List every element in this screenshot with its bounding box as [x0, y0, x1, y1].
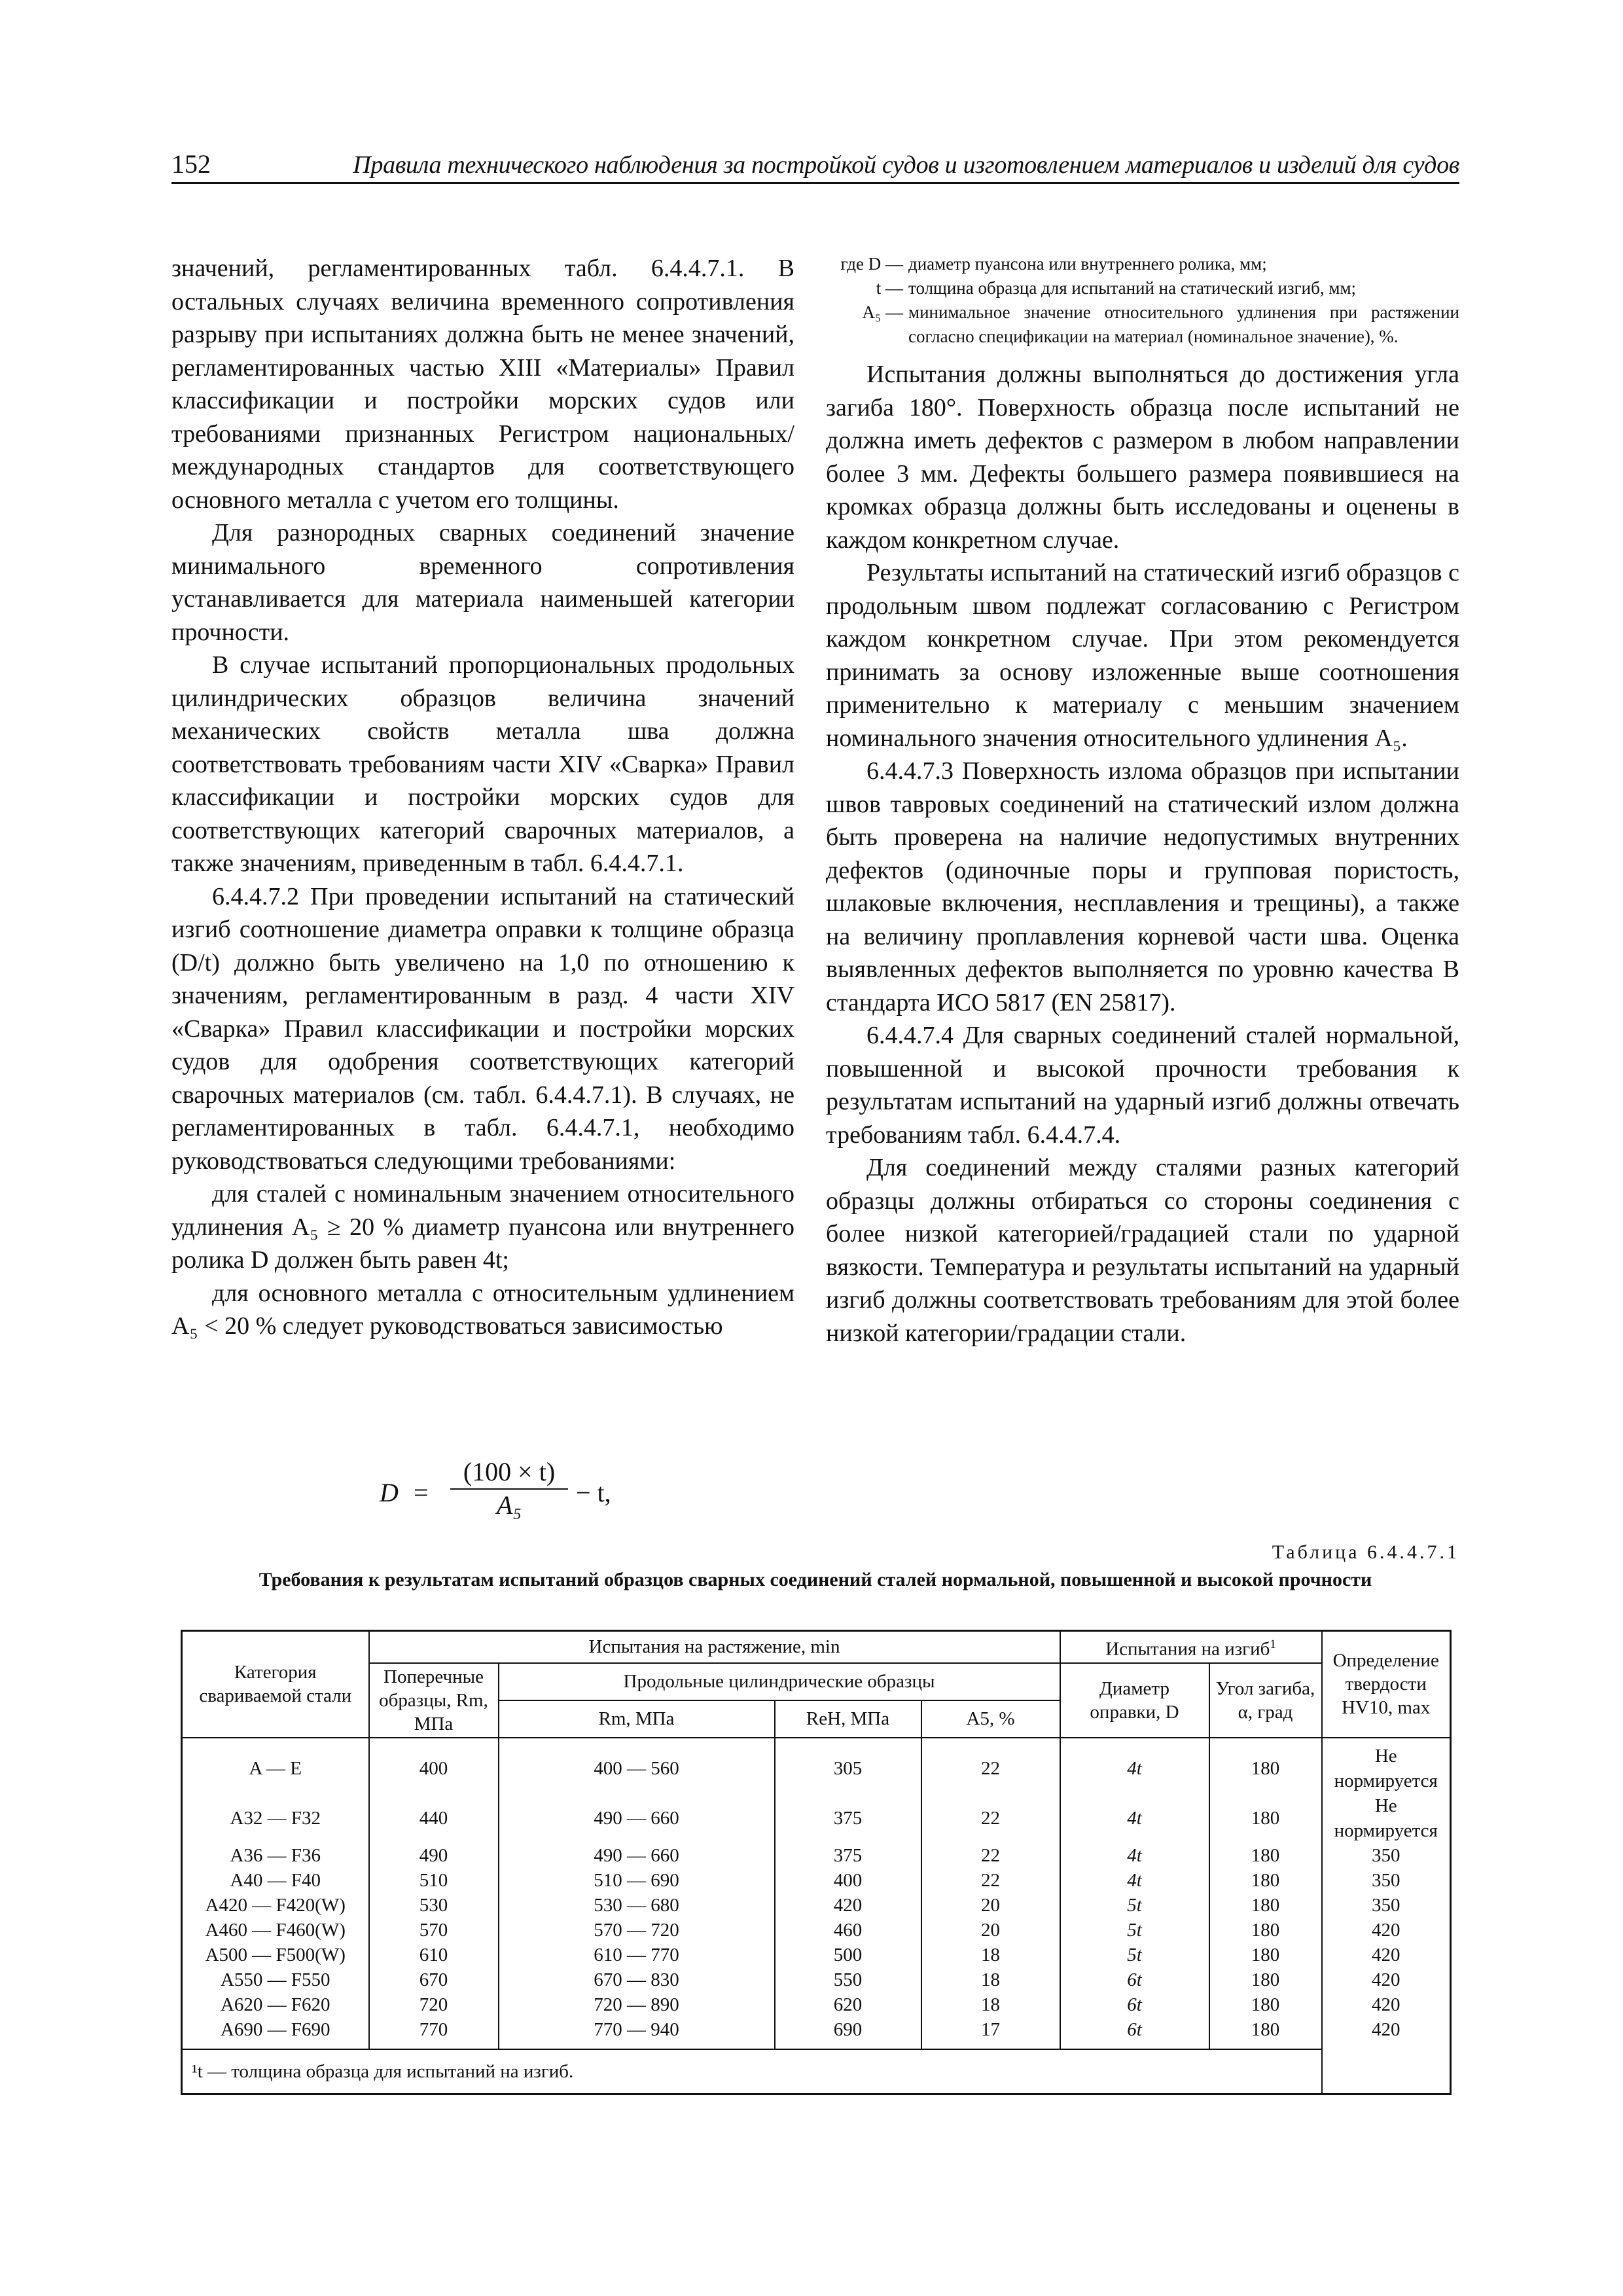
right-paragraph-3: 6.4.4.7.3 Поверхность излома образцов при испытании швов тавровых соединений на статический излом должна быть проверена на наличие недопустимых внутренних дефектов (одиночные поры и групповая пористость, шлаковые включения, несплавления и трещины), а также на величину проплавления корневой части шва. Оценка выявленных дефектов выполняется по уровню качества B стандарта ИСО 5817 (EN 25817).: [826, 757, 1459, 1016]
table-cell: 460: [775, 1918, 921, 1943]
table-cell: A620 — F620: [182, 1992, 369, 2017]
table-cell: 670: [369, 1967, 499, 1992]
table-cell: 6t: [1060, 2017, 1209, 2049]
header-a5: A5, %: [921, 1700, 1060, 1738]
legend-row: [826, 252, 1459, 276]
left-paragraph-3: В случае испытаний пропорциональных продольных цилиндрических образцов величина значений механических свойств металла шва должна соответствовать требованиям части XIV «Сварка» Правил классификации и постройки морских судов для соответствующих категорий сварочных материалов, а также значениям, приведенным в табл. 6.4.4.7.1.: [171, 651, 794, 877]
table-cell: 18: [921, 1992, 1060, 2017]
requirements-table: [181, 1630, 1452, 2095]
table-cell: 4t: [1060, 1793, 1209, 1843]
left-paragraph-1: значений, регламентированных табл. 6.4.4.7.1. В остальных случаях величина временного сопротивления разрыву при испытаниях должна быть не менее значений, регламентированных частью XIII «Материалы» Правил классификации и постройки морских судов или требованиями признанных Регистром национальных/международных стандартов для соответствующего основного металла с учетом его толщины.: [171, 255, 794, 514]
table-cell: 400: [775, 1868, 921, 1893]
left-paragraph-5: для сталей с номинальным значением относительного удлинения A₅ ≥ 20 % диаметр пуансона или внутреннего ролика D должен быть равен 4t;: [171, 1180, 794, 1274]
table-row: [182, 1918, 1451, 1943]
table-cell: 530: [369, 1893, 499, 1918]
table-cell: Не нормируется: [1322, 1738, 1451, 1793]
legend-text: диаметр пуансона или внутреннего ролика, мм;: [908, 254, 1267, 274]
left-paragraph-6: для основного металла с относительным удлинением A₅ < 20 % следует руководствоваться зависимостью: [171, 1279, 794, 1340]
table-cell: 490 — 660: [499, 1793, 775, 1843]
left-column: [171, 252, 794, 1343]
table-cell: A420 — F420(W): [182, 1893, 369, 1918]
table-cell: 400: [369, 1738, 499, 1793]
table-cell: 4t: [1060, 1738, 1209, 1793]
formula-equals: =: [414, 1478, 429, 1507]
table-cell: 420: [1322, 2017, 1451, 2049]
table-cell: 570 — 720: [499, 1918, 775, 1943]
header-tension: Испытания на растяжение, min: [369, 1631, 1060, 1663]
table-caption: Требования к результатам испытаний образцов сварных соединений сталей нормальной, повышенной и высокой прочности: [259, 1569, 1372, 1590]
table-cell: A460 — F460(W): [182, 1918, 369, 1943]
table-cell: 375: [775, 1793, 921, 1843]
table-cell: 5t: [1060, 1943, 1209, 1967]
bend-formula: [380, 1456, 641, 1528]
table-cell: 18: [921, 1943, 1060, 1967]
page-number: 152: [171, 149, 211, 179]
table-cell: 400 — 560: [499, 1738, 775, 1793]
header-hardness: Определение твердости HV10, max: [1322, 1631, 1451, 1738]
right-paragraph-2: Результаты испытаний на статический изгиб образцов с продольным швом подлежат согласованию с Регистром каждом конкретном случае. При этом рекомендуется принимать за основу изложенные выше соотношения применительно к материалу с меньшим значением номинального значения относительного удлинения A₅.: [826, 559, 1459, 752]
table-cell: 180: [1209, 1843, 1322, 1868]
legend-row: [826, 276, 1459, 300]
table-cell: 6t: [1060, 1992, 1209, 2017]
table-cell: A32 — F32: [182, 1793, 369, 1843]
table-cell: 690: [775, 2017, 921, 2049]
legend-row: [826, 300, 1459, 349]
formula-lhs: D: [380, 1478, 399, 1507]
table-cell: 420: [1322, 1918, 1451, 1943]
table-cell: 180: [1209, 1918, 1322, 1943]
table-cell: 4t: [1060, 1868, 1209, 1893]
table-cell: 22: [921, 1738, 1060, 1793]
table-cell: 180: [1209, 1793, 1322, 1843]
table-cell: 770 — 940: [499, 2017, 775, 2049]
table-row: [182, 1843, 1451, 1868]
legend-text: толщина образца для испытаний на статический изгиб, мм;: [908, 278, 1357, 298]
right-paragraph-4: 6.4.4.7.4 Для сварных соединений сталей нормальной, повышенной и высокой прочности требования к результатам испытаний на ударный изгиб должны отвечать требованиям табл. 6.4.4.7.4.: [826, 1022, 1459, 1149]
table-cell: 770: [369, 2017, 499, 2049]
left-paragraph-4: 6.4.4.7.2 При проведении испытаний на статический изгиб соотношение диаметра оправки к толщине образца (D/t) должно быть увеличено на 1,0 по отношению к значениям, регламентированным в разд. 4 части XIV «Сварка» Правил классификации и постройки морских судов для одобрения соответствующих категорий сварочных материалов (см. табл. 6.4.4.7.1). В случаях, не регламентированных в табл. 6.4.4.7.1, необходимо руководствоваться следующими требованиями:: [171, 882, 794, 1175]
table-cell: 510 — 690: [499, 1868, 775, 1893]
table-row: [182, 2017, 1451, 2049]
table-cell: 420: [1322, 1943, 1451, 1967]
table-cell: 570: [369, 1918, 499, 1943]
table-cell: 610: [369, 1943, 499, 1967]
table-cell: 180: [1209, 1943, 1322, 1967]
formula-numerator: (100 × t): [450, 1456, 568, 1490]
formula-denominator: A₅: [496, 1490, 522, 1520]
table-cell: 720: [369, 1992, 499, 2017]
legend-key: A₅ —: [862, 302, 903, 322]
legend-text: минимальное значение относительного удлинения при растяжении согласно спецификации на материал (номинальное значение), %.: [908, 302, 1459, 346]
table-cell: A40 — F40: [182, 1868, 369, 1893]
formula-fraction: [450, 1456, 568, 1520]
table-cell: 22: [921, 1868, 1060, 1893]
table-cell: 5t: [1060, 1893, 1209, 1918]
table-cell: 350: [1322, 1893, 1451, 1918]
table-cell: 180: [1209, 1992, 1322, 2017]
formula-legend: [826, 252, 1459, 349]
header-mandrel: Диаметр оправки, D: [1060, 1663, 1209, 1738]
table-row: [182, 1967, 1451, 1992]
table-cell: 720 — 890: [499, 1992, 775, 2017]
legend-key: t —: [876, 278, 903, 298]
running-title: Правила технического наблюдения за постройкой судов и изготовлением материалов и изделий для судов: [353, 151, 1459, 179]
table-cell: 620: [775, 1992, 921, 2017]
table-cell: 22: [921, 1793, 1060, 1843]
table-cell: 350: [1322, 1843, 1451, 1868]
table-cell: 375: [775, 1843, 921, 1868]
formula-rhs: − t,: [576, 1478, 611, 1507]
header-category: Категория свариваемой стали: [182, 1631, 369, 1738]
table-cell: A — E: [182, 1738, 369, 1793]
right-paragraph-1: Испытания должны выполняться до достижения угла загиба 180°. Поверхность образца после испытаний не должна иметь дефектов с размером в любом направлении более 3 мм. Дефекты большего размера появившиеся на кромках образца должны быть исследованы и оценены в каждом конкретном случае.: [826, 361, 1459, 554]
table-cell: 530 — 680: [499, 1893, 775, 1918]
table-row: [182, 1793, 1451, 1843]
table-cell: 550: [775, 1967, 921, 1992]
header-bend-footnote-mark: 1: [1270, 1638, 1276, 1651]
table-cell: 670 — 830: [499, 1967, 775, 1992]
table-row: [182, 1992, 1451, 2017]
table-cell: 305: [775, 1738, 921, 1793]
table-cell: A500 — F500(W): [182, 1943, 369, 1967]
table-cell: 18: [921, 1967, 1060, 1992]
right-paragraph-5: Для соединений между сталями разных категорий образцы должны отбираться со стороны соединения с более низкой категорией/градацией стали по ударной вязкости. Температура и результаты испытаний на ударный изгиб должны соответствовать требованиям для этой более низкой категории/градации стали.: [826, 1154, 1459, 1347]
table-cell: 420: [1322, 1967, 1451, 1992]
left-paragraph-2: Для разнородных сварных соединений значение минимального временного сопротивления устанавливается для материала наименьшей категории прочности.: [171, 519, 794, 646]
table-cell: 510: [369, 1868, 499, 1893]
table-cell: 180: [1209, 1738, 1322, 1793]
table-cell: 17: [921, 2017, 1060, 2049]
table-cell: 6t: [1060, 1967, 1209, 1992]
table-row: [182, 1893, 1451, 1918]
table-cell: 180: [1209, 1893, 1322, 1918]
table-cell: 500: [775, 1943, 921, 1967]
table-cell: 610 — 770: [499, 1943, 775, 1967]
right-column: [826, 252, 1459, 1350]
table-row: [182, 1738, 1451, 1793]
table-cell: 440: [369, 1793, 499, 1843]
table-cell: 490: [369, 1843, 499, 1868]
header-transverse: Поперечные образцы, Rm, МПа: [369, 1663, 499, 1738]
table-cell: 420: [775, 1893, 921, 1918]
header-reh: ReH, МПа: [775, 1700, 921, 1738]
table-cell: 4t: [1060, 1843, 1209, 1868]
header-bend: [1060, 1631, 1322, 1663]
header-angle: Угол загиба, α, град: [1209, 1663, 1322, 1738]
table-cell: 180: [1209, 1868, 1322, 1893]
table-cell: Не нормируется: [1322, 1793, 1451, 1843]
header-bend-text: Испытания на изгиб: [1105, 1638, 1270, 1660]
table-row: [182, 1943, 1451, 1967]
table-label: Таблица 6.4.4.7.1: [1272, 1541, 1459, 1563]
table-cell: 180: [1209, 2017, 1322, 2049]
running-header: [171, 145, 1459, 184]
table-cell: 420: [1322, 1992, 1451, 2017]
table-cell: 180: [1209, 1967, 1322, 1992]
header-longitudinal: Продольные цилиндрические образцы: [499, 1663, 1060, 1700]
table-cell: 20: [921, 1918, 1060, 1943]
table-cell: 5t: [1060, 1918, 1209, 1943]
legend-key: где D —: [840, 254, 903, 274]
table-cell: 350: [1322, 1868, 1451, 1893]
table-footnote: ¹t — толщина образца для испытаний на изгиб.: [182, 2049, 1322, 2094]
table-cell: 22: [921, 1843, 1060, 1868]
table-cell: A550 — F550: [182, 1967, 369, 1992]
table-cell: A36 — F36: [182, 1843, 369, 1868]
table-cell: 490 — 660: [499, 1843, 775, 1868]
table-row: [182, 1868, 1451, 1893]
table-cell: A690 — F690: [182, 2017, 369, 2049]
table-cell: 20: [921, 1893, 1060, 1918]
header-rm: Rm, МПа: [499, 1700, 775, 1738]
